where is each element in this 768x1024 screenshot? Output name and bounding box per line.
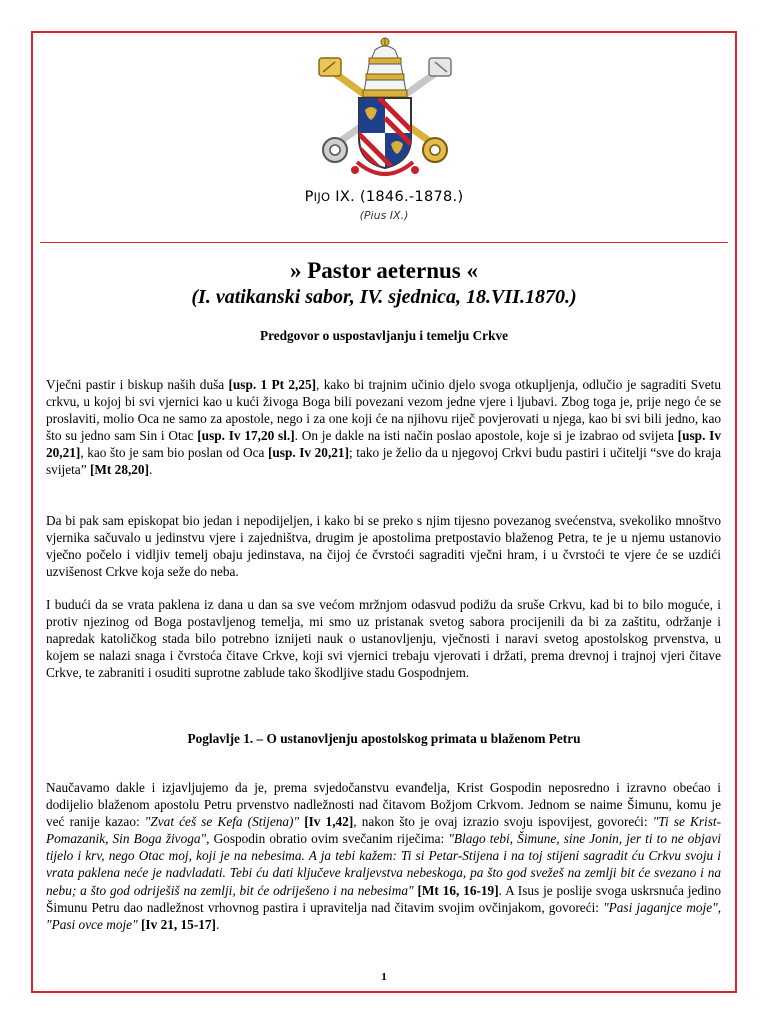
- document-title: » Pastor aeternus «: [289, 258, 479, 283]
- shield-icon: [351, 98, 419, 172]
- header-divider: [40, 242, 728, 243]
- pope-latin-name: (Pius IX.): [359, 209, 409, 222]
- chapter-heading: Poglavlje 1. – O ustanovljenju apostolskog primata u blaženom Petru: [187, 731, 581, 746]
- tiara-icon: [363, 38, 407, 97]
- paragraph-2: Da bi pak sam episkopat bio jedan i nepodijeljen, i kako bi se preko s njim tijesno povezanog svećenstva, svekoliko mnoštvo vjernika sačuvalo u jedinstvu vjere i zajedništva, drugim je apostolima pretpostavio blaženog Petra, te je u njemu ustanovio vječno počelo i vidljiv temelj obaju jedinstava, na čijoj će čvrstoći sagraditi vječni hram, i u čvrstoći te vjere će se uzdići uzvišenost Crkve koja seže do neba.: [46, 513, 721, 580]
- paragraph-1: Vječni pastir i biskup naših duša [usp. 1 Pt 2,25], kako bi trajnim učinio djelo svoga otkupljenja, odlučio je sagraditi Svetu crkvu, u kojoj bi svi vjernici kao u kući živoga Boga bili povezani vezom jedne vjere i ljubavi. Zbog toga je, prije nego će se proslaviti, molio Oca ne samo za apostole, nego i za one koji će na njihovu riječ povjerovati u njega, kao bi svi bili jedno, kao što su jedno sam Sin i Otac [usp. Iv 17,20 sl.]. On je dakle na isti način poslao apostole, koje si je izabrao od svijeta [usp. Iv 20,21], kao što je sam bio poslan od Oca [usp. Iv 20,21]; tako je želio da u njegovoj Crkvi budu pastiri i učitelji “sve do kraja svijeta” [Mt 28,20].: [46, 377, 721, 478]
- document-subtitle: (I. vatikanski sabor, IV. sjednica, 18.VII.1870.): [191, 286, 577, 308]
- paragraph-4: Naučavamo dakle i izjavljujemo da je, prema svjedočanstvu evanđelja, Krist Gospodin neposredno i izravno obećao i dodijelio blaženom apostolu Petru prvenstvo nadležnosti nad čitavom Božjom Crkvom. Jednom se naime Šimunu, komu je već ranije kazao: "Zvat ćeš se Kefa (Stijena)" [Iv 1,42], nakon što je ovaj izrazio svoju ispovijest, govoreći: "Ti se Krist-Pomazanik, Sin Boga živoga", Gospodin obratio ovim svečanim riječima: "Blago tebi, Šimune, sine Jonin, jer ti to ne objavi tijelo i krv, nego Otac moj, koji je na nebesima. A ja tebi kažem: Ti si Petar-Stijena i na toj stijeni sagradit ću Crkvu svoju i vrata paklena neće je nadvladati. Tebi ću dati ključeve kraljevstva nebeskoga, pa što god svežeš na zemlji bit će svezano i na nebu; a što god odriješiš na zemlji, bit će odriješeno i na nebesima" [Mt 16, 16-19]. A Isus je poslije svoga uskrsnuća jedino Šimunu Petru dao nadležnost vrhovnog pastira i upravitelja nad čitavim svojim ovčinjakom, govoreći: "Pasi jaganjce moje", "Pasi ovce moje" [Iv 21, 15-17].: [46, 780, 722, 932]
- pope-name: PIJO IX. (1846.-1878.): [304, 189, 464, 205]
- paragraph-3: I budući da se vrata paklena iz dana u dan sa sve većom mržnjom odasvud podižu da sruše Crkvu, kad bi to bilo moguće, i protiv njezinog od Boga postavljenog temelja, mi smo uz pristanak svetog sabora procijenili da bi za zaštitu, održanje i napredak katoličkog stada bilo potrebno iznijeti nauk o ustanovljenju, vječnosti i naravi svetog apostolskog prvenstva, u kojem se nalazi snaga i čvrstoća čitave Crkve, koji svi vjernici trebaju vjerovati i držati, prema drevnoj i trajnoj vjeri čitave Crkve, te zabraniti i osuditi suprotne zablude tako škodljive stadu Gospodnjem.: [46, 597, 721, 681]
- preface-heading: Predgovor o uspostavljanju i temelju Crkve: [259, 328, 509, 343]
- papal-coat-of-arms-icon: [309, 36, 461, 188]
- page-number: 1: [381, 971, 387, 983]
